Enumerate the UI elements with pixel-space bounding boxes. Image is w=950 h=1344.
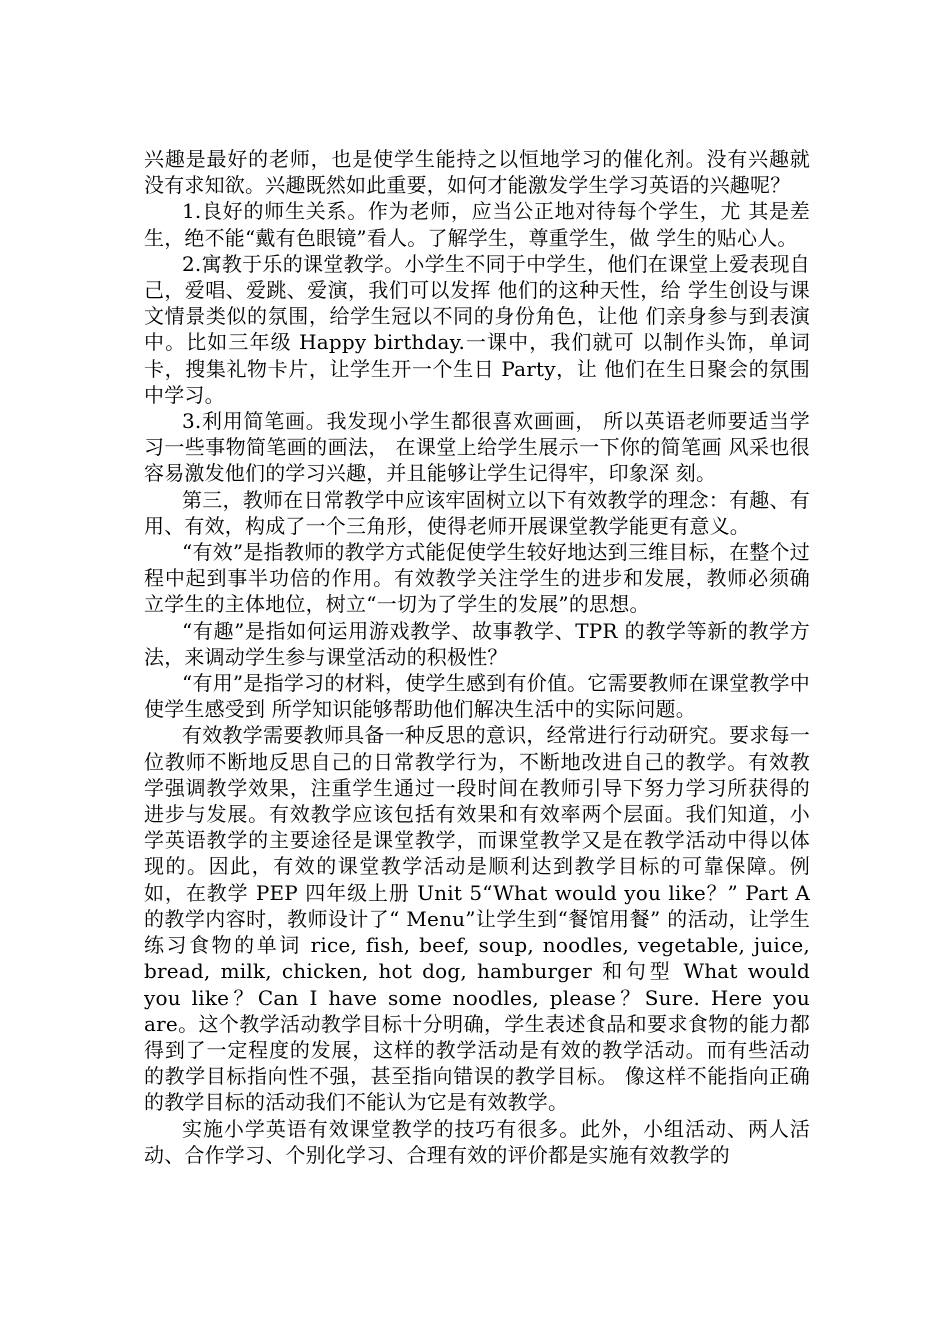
paragraph-effective: “有效”是指教师的教学方式能促使学生较好地达到三维目标，在整个过程中起到事半功倍的作用。有效教学关注学生的进步和发展，教师必须确立学生的主体地位，树立“一切为了学生的发展”的思想。 bbox=[144, 540, 810, 617]
paragraph-techniques: 实施小学英语有效课堂教学的技巧有很多。此外，小组活动、两人活动、合作学习、个别化学习、合理有效的评价都是实施有效教学的 bbox=[144, 1116, 810, 1167]
paragraph-useful: “有用”是指学习的材料，使学生感到有价值。它需要教师在课堂教学中使学生感受到 所学知识能够帮助他们解决生活中的实际问题。 bbox=[144, 671, 810, 722]
paragraph-third-principle: 第三，教师在日常教学中应该牢固树立以下有效教学的理念：有趣、有用、有效，构成了一个三角形，使得老师开展课堂教学能更有意义。 bbox=[144, 487, 810, 538]
paragraph-simple-drawing: 3.利用简笔画。我发现小学生都很喜欢画画， 所以英语老师要适当学习一些事物简笔画的画法， 在课堂上给学生展示一下你的简笔画 风采也很容易激发他们的学习兴趣，并且能够让学生记得牢，印象深 刻。 bbox=[144, 409, 810, 486]
paragraph-reflection: 有效教学需要教师具备一种反思的意识，经常进行行动研究。要求每一位教师不断地反思自己的日常教学行为，不断地改进自己的教学。有效教学强调教学效果，注重学生通过一段时间在教师引导下努力学习所获得的进步与发展。有效教学应该包括有效果和有效率两个层面。我们知道，小学英语教学的主要途径是课堂教学，而课堂教学又是在教学活动中得以体现的。因此，有效的课堂教学活动是顺利达到教学目标的可靠保障。例如，在教学 PEP 四年级上册 Unit 5“What would you like？” Part A 的教学内容时，教师设计了“ Menu”让学生到“餐馆用餐” 的活动，让学生练习食物的单词 rice, fish, beef, soup, noodles, vegetable, juice, bread, milk, chicken, hot dog, hamburger 和句型 What would you like？Can I have some noodles, please？Sure. Here you are。这个教学活动教学目标十分明确，学生表述食品和要求食物的能力都得到了一定程度的发展，这样的教学活动是有效的教学活动。而有些活动的教学目标指向性不强，甚至指向错误的教学目标。 像这样不能指向正确的教学目标的活动我们不能认为它是有效教学。 bbox=[144, 723, 810, 1115]
paragraph-fun-teaching: 2.寓教于乐的课堂教学。小学生不同于中学生，他们在课堂上爱表现自己，爱唱、爱跳、爱演，我们可以发挥 他们的这种天性，给 学生创设与课文情景类似的氛围，给学生冠以不同的身份角色，让他 们亲身参与到表演中。比如三年级 Happy birthday.一课中，我们就可 以制作头饰，单词卡，搜集礼物卡片，让学生开一个生日 Party，让 他们在生日聚会的氛围中学习。 bbox=[144, 251, 810, 407]
paragraph-teacher-student-relationship: 1.良好的师生关系。作为老师，应当公正地对待每个学生，尤 其是差生，绝不能“戴有色眼镜”看人。了解学生，尊重学生，做 学生的贴心人。 bbox=[144, 199, 810, 250]
paragraph-interest-intro: 兴趣是最好的老师，也是使学生能持之以恒地学习的催化剂。没有兴趣就没有求知欲。兴趣既然如此重要，如何才能激发学生学习英语的兴趣呢？ bbox=[144, 147, 810, 198]
paragraph-interesting: “有趣”是指如何运用游戏教学、故事教学、TPR 的教学等新的教学方法，来调动学生参与课堂活动的积极性？ bbox=[144, 618, 810, 669]
